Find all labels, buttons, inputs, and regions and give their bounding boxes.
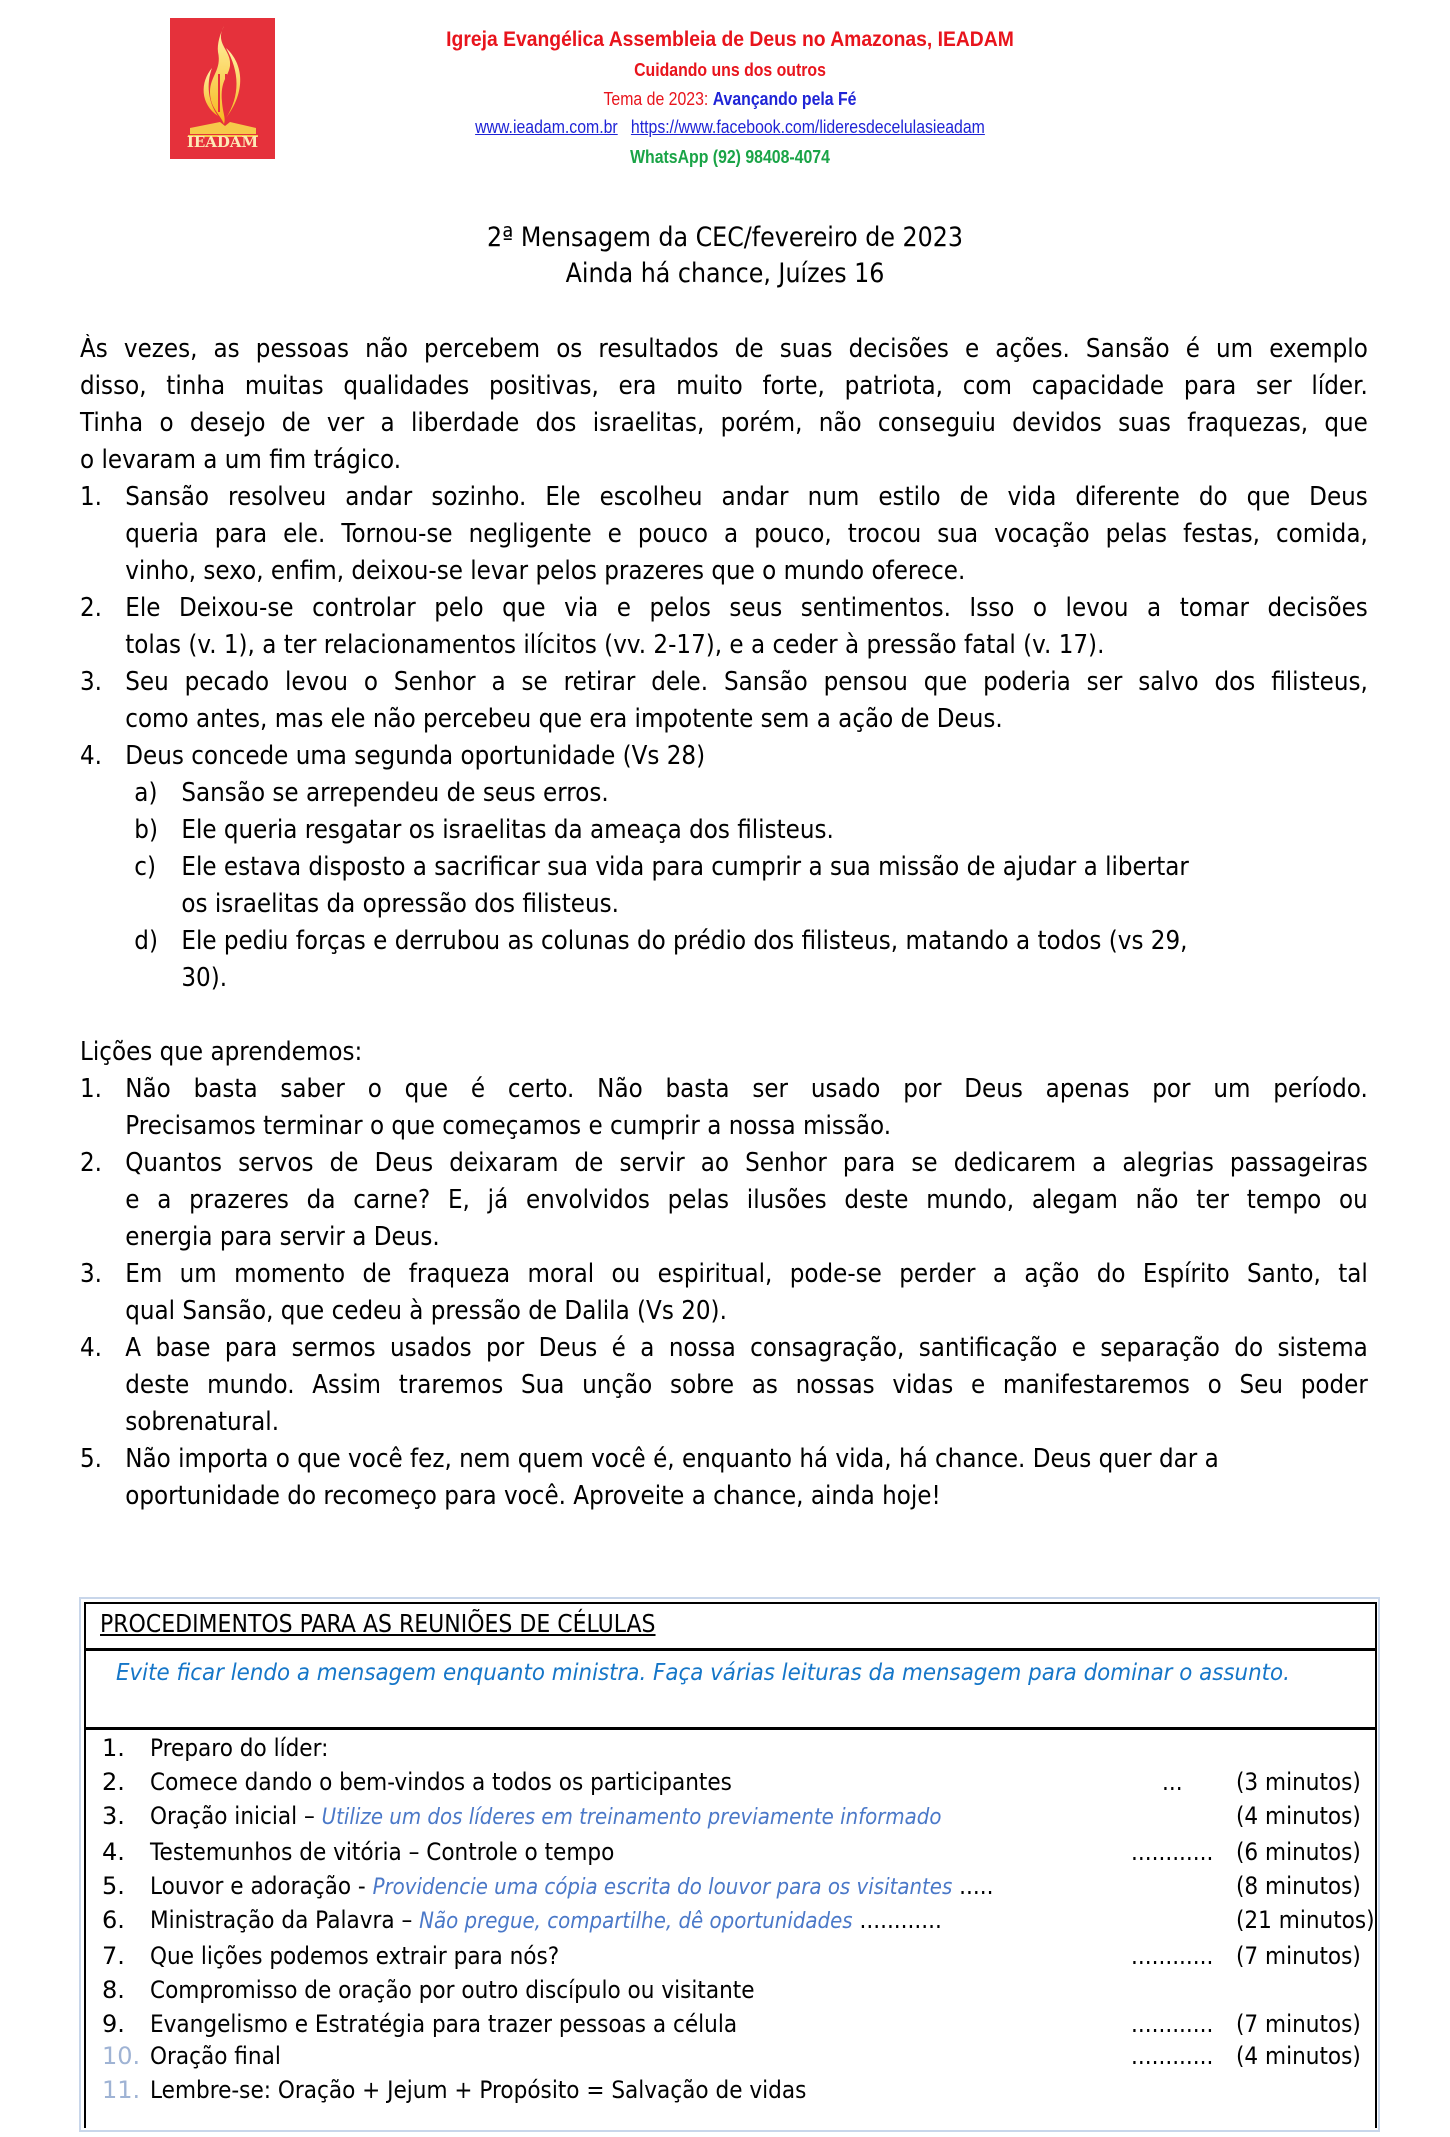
procedure-label: Comece dando o bem-vindos a todos os participantes (150, 1768, 732, 1796)
subpoint-line: Ele estava disposto a sacrificar sua vida para cumprir a sua missão de ajudar a libertar (181, 852, 1189, 882)
procedure-number: 4. (102, 1838, 125, 1866)
procedure-leader-dots: ............ (1131, 1838, 1214, 1866)
lesson-number: 5. (80, 1444, 103, 1474)
lesson-number: 3. (80, 1259, 103, 1289)
lesson-item (80, 1330, 1368, 1441)
message-subtitle: Ainda há chance, Juízes 16 (565, 258, 885, 289)
subpoint-letter: d) (134, 926, 158, 956)
lesson-number: 4. (80, 1333, 103, 1363)
procedure-number: 2. (102, 1768, 125, 1796)
lesson-line: Não basta saber o que é certo. Não basta ser usado por Deus apenas por um período. (125, 1074, 1368, 1104)
subpoint-letter: c) (134, 852, 156, 882)
point-line: como antes, mas ele não percebeu que era impotente sem a ação de Deus. (125, 704, 1003, 734)
point-item (80, 664, 1368, 738)
subpoint-line: Ele pediu forças e derrubou as colunas do prédio dos filisteus, matando a todos (vs 29, (181, 926, 1188, 956)
lesson-line: Em um momento de fraqueza moral ou espiritual, pode-se perder a ação do Espírito Santo, tal (125, 1259, 1368, 1289)
website-link[interactable]: www.ieadam.com.br (475, 117, 618, 137)
lesson-line: Não importa o que você fez, nem quem você é, enquanto há vida, há chance. Deus quer dar a (125, 1444, 1219, 1474)
intro-line: o levaram a um fim trágico. (80, 445, 402, 475)
procedure-duration: (7 minutos) (1236, 2010, 1361, 2038)
procedure-leader-dots: ............ (1131, 2010, 1214, 2038)
lesson-line: deste mundo. Assim traremos Sua unção sobre as nossas vidas e manifestaremos o Seu poder (125, 1370, 1368, 1400)
procedure-label: Lembre-se: Oração + Jejum + Propósito = Salvação de vidas (150, 2076, 807, 2104)
lesson-number: 2. (80, 1148, 103, 1178)
procedure-label: Oração final (150, 2042, 281, 2070)
procedure-leader-dots: ............ (1131, 1942, 1214, 1970)
point-line: Ele Deixou-se controlar pelo que via e pelos seus sentimentos. Isso o levou a tomar decisões (125, 593, 1368, 623)
procedure-number: 3. (102, 1802, 125, 1830)
lesson-item (80, 1071, 1368, 1145)
org-name: Igreja Evangélica Assembleia de Deus no Amazonas, IEADAM (446, 28, 1014, 51)
facebook-link[interactable]: https://www.facebook.com/lideresdecelulasieadam (630, 117, 985, 137)
procedure-leader-dots: ............ (859, 1906, 942, 1934)
procedure-text (150, 1802, 941, 1830)
procedure-text (150, 1838, 614, 1866)
point-number: 3. (80, 667, 103, 697)
procedure-number: 7. (102, 1942, 125, 1970)
procedure-text (150, 1734, 328, 1762)
procedures-header-row (86, 1604, 1375, 1651)
point-line: Deus concede uma segunda oportunidade (Vs 28) (125, 741, 706, 771)
procedure-number: 10. (102, 2042, 141, 2070)
procedure-label: Testemunhos de vitória – Controle o tempo (150, 1838, 615, 1866)
lesson-line: sobrenatural. (125, 1407, 280, 1437)
procedure-number: 5. (102, 1872, 125, 1900)
point-line: Sansão resolveu andar sozinho. Ele escolheu andar num estilo de vida diferente do que Deus (125, 482, 1368, 512)
procedure-note: Não pregue, compartilhe, dê oportunidades (419, 1909, 853, 1934)
procedure-text (150, 1906, 942, 1934)
point-item (80, 590, 1368, 664)
theme-value: Avançando pela Fé (712, 89, 857, 109)
procedure-text (150, 2010, 737, 2038)
lesson-line: energia para servir a Deus. (125, 1222, 440, 1252)
procedure-note: Utilize um dos líderes em treinamento previamente informado (321, 1805, 942, 1830)
subpoint-item (80, 812, 1368, 849)
subpoint-item (80, 849, 1368, 923)
procedure-label: Que lições podemos extrair para nós? (150, 1942, 560, 1970)
subpoint-line: 30). (181, 963, 228, 993)
intro-line: disso, tinha muitas qualidades positivas, era muito forte, patriota, com capacidade para ser líder. (80, 371, 1368, 401)
procedure-number: 1. (102, 1734, 125, 1762)
procedure-leader-dots: ..... (959, 1872, 994, 1900)
point-item (80, 738, 1368, 775)
intro-paragraph (80, 331, 1368, 479)
procedure-label: Compromisso de oração por outro discípulo ou visitante (150, 1976, 755, 2004)
theme (352, 89, 1109, 110)
logo-text: IEADAM (186, 133, 259, 151)
subpoint-line: Sansão se arrependeu de seus erros. (181, 778, 609, 808)
procedure-text (150, 1768, 732, 1796)
procedure-duration: (8 minutos) (1236, 1872, 1361, 1900)
procedure-label: Louvor e adoração - (150, 1872, 373, 1900)
procedures-table (84, 1602, 1377, 2128)
procedure-leader-dots: ... (1162, 1768, 1183, 1796)
procedure-text (150, 1872, 994, 1900)
procedure-duration: (4 minutos) (1236, 1802, 1361, 1830)
subpoint-line: Ele queria resgatar os israelitas da ameaça dos filisteus. (181, 815, 834, 845)
whatsapp-contact: WhatsApp (92) 98408-4074 (630, 147, 830, 167)
point-item (80, 479, 1368, 590)
procedure-number: 11. (102, 2076, 141, 2104)
lesson-line: oportunidade do recomeço para você. Aproveite a chance, ainda hoje! (125, 1481, 941, 1511)
procedures-heading: PROCEDIMENTOS PARA AS REUNIÕES DE CÉLULAS (100, 1609, 656, 1638)
procedure-number: 8. (102, 1976, 125, 2004)
intro-line: Tinha o desejo de ver a liberdade dos israelitas, porém, não conseguiu devidos suas fraquezas, que (80, 408, 1368, 438)
procedure-label: Evangelismo e Estratégia para trazer pessoas a célula (150, 2010, 738, 2038)
procedure-number: 9. (102, 2010, 125, 2038)
point-line: tolas (v. 1), a ter relacionamentos ilícitos (vv. 2-17), e a ceder à pressão fatal (v. 17). (125, 630, 1105, 660)
lesson-line: Precisamos terminar o que começamos e cumprir a nossa missão. (125, 1111, 892, 1141)
subpoint-item (80, 923, 1368, 997)
ieadam-logo (170, 18, 275, 159)
procedure-label: Oração inicial – (150, 1802, 322, 1830)
message-body (80, 331, 1368, 1515)
point-line: queria para ele. Tornou-se negligente e pouco a pouco, trocou sua vocação pelas festas, comida, (125, 519, 1368, 549)
point-line: Seu pecado levou o Senhor a se retirar dele. Sansão pensou que poderia ser salvo dos filisteus, (125, 667, 1368, 697)
procedure-duration: (3 minutos) (1236, 1768, 1361, 1796)
procedure-text (150, 2076, 806, 2104)
intro-line: Às vezes, as pessoas não percebem os resultados de suas decisões e ações. Sansão é um exemplo (80, 334, 1368, 364)
procedures-tip: Evite ficar lendo a mensagem enquanto ministra. Faça várias leituras da mensagem para dominar o assunto. (116, 1660, 1290, 1686)
procedure-text (150, 1942, 559, 1970)
subpoint-letter: b) (134, 815, 158, 845)
lesson-number: 1. (80, 1074, 103, 1104)
procedure-label: Ministração da Palavra – (150, 1906, 420, 1934)
procedure-duration: (7 minutos) (1236, 1942, 1361, 1970)
point-number: 1. (80, 482, 103, 512)
procedure-text (150, 1976, 755, 2004)
motto: Cuidando uns dos outros (634, 60, 826, 80)
point-line: vinho, sexo, enfim, deixou-se levar pelos prazeres que o mundo oferece. (125, 556, 966, 586)
lesson-item (80, 1256, 1368, 1330)
procedure-label: Preparo do líder: (150, 1734, 329, 1762)
procedure-text (150, 2042, 281, 2070)
point-number: 4. (80, 741, 103, 771)
procedure-duration: (4 minutos) (1236, 2042, 1361, 2070)
message-title: 2ª Mensagem da CEC/fevereiro de 2023 (487, 222, 963, 253)
lesson-line: qual Sansão, que cedeu à pressão de Dalila (Vs 20). (125, 1296, 727, 1326)
lesson-line: A base para sermos usados por Deus é a nossa consagração, santificação e separação do sistema (125, 1333, 1368, 1363)
subpoint-line: os israelitas da opressão dos filisteus. (181, 889, 619, 919)
point-number: 2. (80, 593, 103, 623)
links (352, 117, 1109, 138)
lesson-item (80, 1145, 1368, 1256)
lesson-item (80, 1441, 1368, 1515)
procedure-number: 6. (102, 1906, 125, 1934)
theme-label: Tema de 2023: (603, 89, 713, 109)
procedures-tip-row (86, 1651, 1375, 1730)
procedure-duration: (21 minutos) (1236, 1906, 1375, 1934)
lesson-line: e a prazeres da carne? E, já envolvidos pelas ilusões deste mundo, alegam não ter tempo ou (125, 1185, 1368, 1215)
subpoint-item (80, 775, 1368, 812)
procedure-duration: (6 minutos) (1236, 1838, 1361, 1866)
procedure-leader-dots: ............ (1131, 2042, 1214, 2070)
procedure-note: Providencie uma cópia escrita do louvor para os visitantes (372, 1875, 953, 1900)
lesson-line: Quantos servos de Deus deixaram de servir ao Senhor para se dedicarem a alegrias passageiras (125, 1148, 1368, 1178)
lessons-heading: Lições que aprendemos: (80, 1037, 363, 1067)
subpoint-letter: a) (134, 778, 158, 808)
